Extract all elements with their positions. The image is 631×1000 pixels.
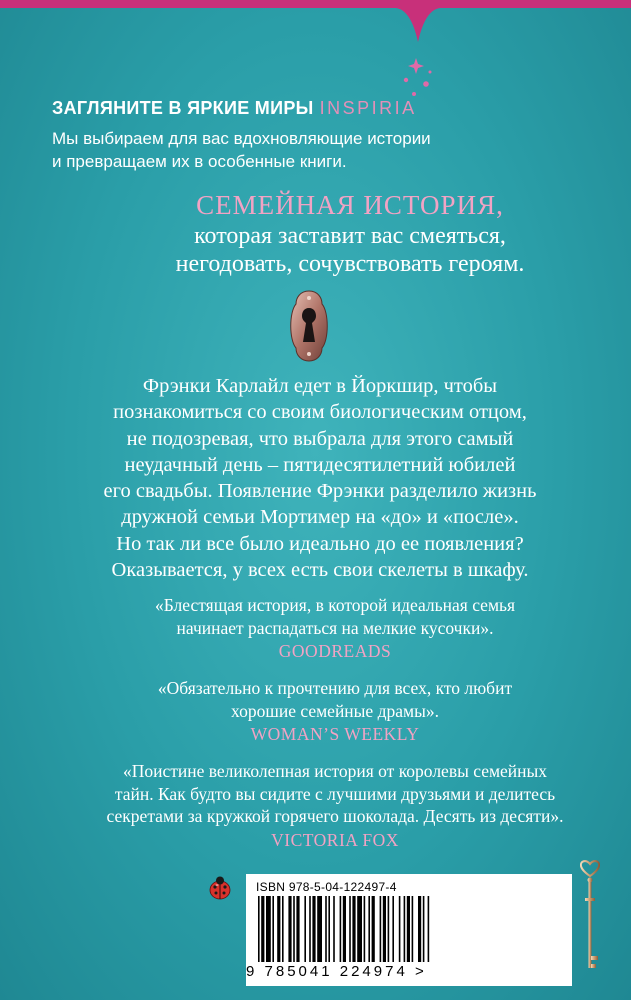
quote-line: хорошие семейные драмы». [231, 700, 439, 721]
barcode-bar [293, 896, 295, 962]
brand-description-line: и превращаем их в особенные книги. [52, 152, 347, 171]
quote-line: начинает распадаться на мелкие кусочки». [176, 617, 494, 638]
barcode-bar [266, 896, 271, 962]
barcode-bar [418, 896, 421, 962]
barcode-bar [423, 896, 425, 962]
quote-line: тайн. Как будто вы сидите с лучшими друзьями и делитесь [114, 783, 556, 804]
headline: СЕМЕЙНАЯ ИСТОРИЯ, [196, 190, 504, 220]
barcode-bar [288, 896, 291, 962]
barcode-bar [325, 896, 327, 962]
blurb-line: его свадьбы. Появление Фрэнки разделило жизнь [103, 480, 537, 503]
barcode-bar [277, 896, 280, 962]
top-notch-decoration [0, 0, 631, 42]
quote-source: WOMAN’S WEEKLY [250, 724, 420, 744]
barcode-bar [272, 896, 274, 962]
brand-row [52, 98, 417, 124]
barcode-bar [392, 896, 394, 962]
blurb-line: Оказывается, у всех есть свои скелеты в шкафу. [111, 559, 529, 582]
keyhole-icon [288, 290, 330, 362]
barcode-bar [372, 896, 375, 962]
barcode-bar [309, 896, 311, 962]
barcode-bar [333, 896, 335, 962]
barcode-bar [343, 896, 346, 962]
review-quote [40, 760, 630, 851]
isbn-text: ISBN 978-5-04-122497-4 [256, 880, 397, 894]
barcode-bar [364, 896, 366, 962]
blurb-line: неудачный день – пятидесятилетний юбилей [124, 453, 516, 476]
barcode-bar [383, 896, 386, 962]
blurb [30, 373, 610, 583]
ladybug-icon [206, 874, 234, 902]
barcode-bar [357, 896, 362, 962]
barcode-bar [404, 896, 406, 962]
blurb-line: Фрэнки Карлайл едет в Йоркшир, чтобы [142, 375, 498, 397]
quote-source: VICTORIA FOX [271, 829, 399, 850]
barcode-bar [412, 896, 414, 962]
barcode-digits: 9 785041 224974 > [246, 963, 427, 980]
barcode-bar [328, 896, 330, 962]
barcode-bar [388, 896, 390, 962]
barcode-bar [340, 896, 342, 962]
blurb-line: не подозревая, что выбрала для этого самый [126, 427, 514, 450]
barcode-bar [349, 896, 351, 962]
barcode [246, 874, 572, 986]
blurb-line: дружной семьи Мортимер на «до» и «после». [121, 506, 519, 529]
review-quote [40, 594, 630, 663]
barcode-bar [258, 896, 260, 962]
stars-icon [396, 56, 436, 100]
barcode-bar [352, 896, 355, 962]
brand-heading: ЗАГЛЯНИТЕ В ЯРКИЕ МИРЫ [52, 98, 314, 118]
barcode-bar [380, 896, 382, 962]
blurb-line: Но так ли все было идеально до ее появления? [116, 532, 524, 555]
barcode-bar [296, 896, 299, 962]
blurb-line: познакомиться со своим биологическим отцом, [113, 401, 527, 424]
quote-line: «Блестящая история, в которой идеальная семья [154, 595, 516, 615]
quote-line: «Поистине великолепная история от королевы семейных [122, 761, 548, 781]
barcode-bar [368, 896, 370, 962]
review-quote [40, 677, 630, 746]
barcode-bar [428, 896, 430, 962]
barcode-bar [304, 896, 306, 962]
brand-name: INSPIRIA [319, 98, 417, 118]
barcode-bar [317, 896, 322, 962]
brand-description-line: Мы выбираем для вас вдохновляющие истории [52, 129, 431, 148]
barcode-bar [261, 896, 264, 962]
barcode-bar [399, 896, 401, 962]
barcode-bar [312, 896, 315, 962]
quote-line: «Обязательно к прочтению для всех, кто любит [157, 678, 513, 698]
brand-description [52, 127, 572, 173]
subheadline-line: негодовать, сочувствовать героям. [175, 251, 525, 277]
barcode-bars [256, 896, 546, 962]
subheadline [90, 222, 610, 278]
barcode-bar [282, 896, 284, 962]
quote-line: секретами за кружкой горячего шоколада. Десять из десяти». [106, 806, 564, 826]
quote-source: GOODREADS [278, 641, 392, 661]
barcode-bar [407, 896, 410, 962]
key-icon [578, 858, 602, 978]
subheadline-line: которая заставит вас смеяться, [194, 223, 506, 249]
